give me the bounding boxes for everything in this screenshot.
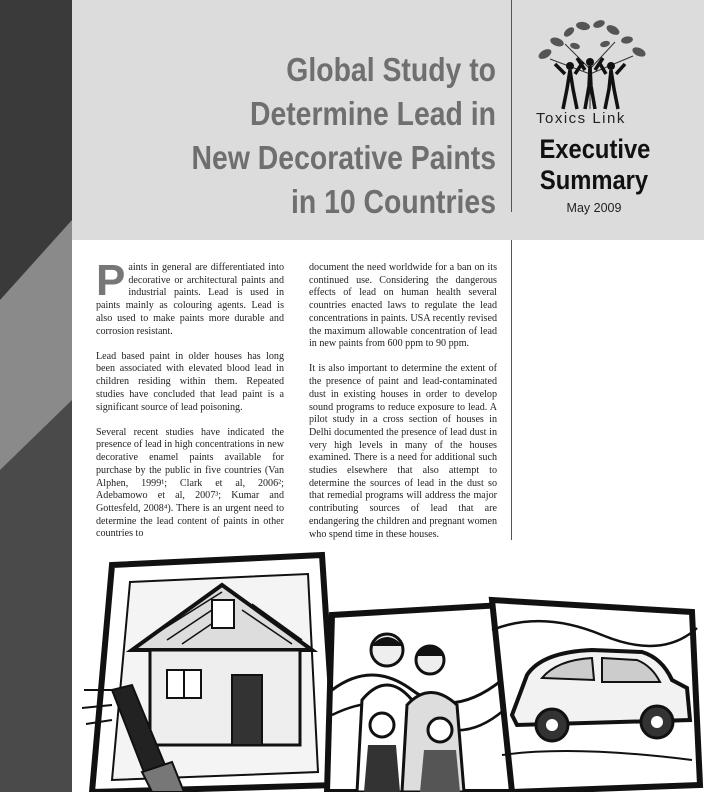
header-divider [511, 0, 512, 212]
column-right-rule [511, 240, 512, 565]
paragraph-3: Several recent studies have indicated the presence of lead in high concentrations in new decorative enamel paints available for purchase by the public in five countries (Van Alphen, 1999¹; Clark et al, 2006²; Adebamowo et al, 2007³; Kumar and Gottesfeld, 2008⁴). There is an urgent need to determine the lead content of paints in other countries to [96, 426, 284, 540]
family-drawing [327, 605, 512, 792]
car-drawing [492, 600, 700, 792]
paragraph-2: Lead based paint in older houses has long been associated with elevated blood lead in children residing within them. Repeated studies have concluded that lead paint is a significant source of lead poisoning. [96, 350, 284, 413]
paragraph-1 [96, 256, 284, 338]
paragraph-5: It is also important to determine the extent of the presence of paint and lead-contaminated dust in existing houses in order to develop sound programs to reduce exposure to lead. A pilot study in a cross section of houses in Delhi documented the presence of lead dust in very high levels in many of the houses examined. There is a need for additional such studies elsewhere that also attempt to determine the sources of lead in the dust so that remedial programs will address the major contributing sources of lead that are endangering the children and pregnant women who spend time in these houses. [309, 363, 497, 540]
drop-cap: P [96, 256, 126, 305]
paragraph-4: document the need worldwide for a ban on its continued use. Considering the dangerous effects of lead on human health several countries enacted laws to regulate the lead concentrations in paints. USA recently revised the maximum allowable concentration of lead in new paints from 600 ppm to 90 ppm. [309, 262, 497, 350]
document-type: Executive Summary [539, 134, 651, 195]
family-house-car-illustration [72, 540, 704, 792]
paragraph-1-text: aints in general are differentiated into decorative or architectural paints and industrial paints. Lead is used in paints mainly as colouring agents. Lead is also used to make paints more durable and corrosion resistant. [96, 262, 284, 337]
report-title: Global Study to Determine Lead in New Decorative Paints in 10 Countries [191, 51, 496, 220]
toxics-link-logo [525, 14, 655, 114]
house-drawing [82, 555, 337, 792]
body-column-2 [309, 262, 497, 554]
organization-name: Toxics Link [536, 110, 626, 127]
publication-date: May 2009 [566, 201, 622, 215]
side-decoration [0, 0, 72, 792]
body-column-1 [96, 256, 284, 554]
